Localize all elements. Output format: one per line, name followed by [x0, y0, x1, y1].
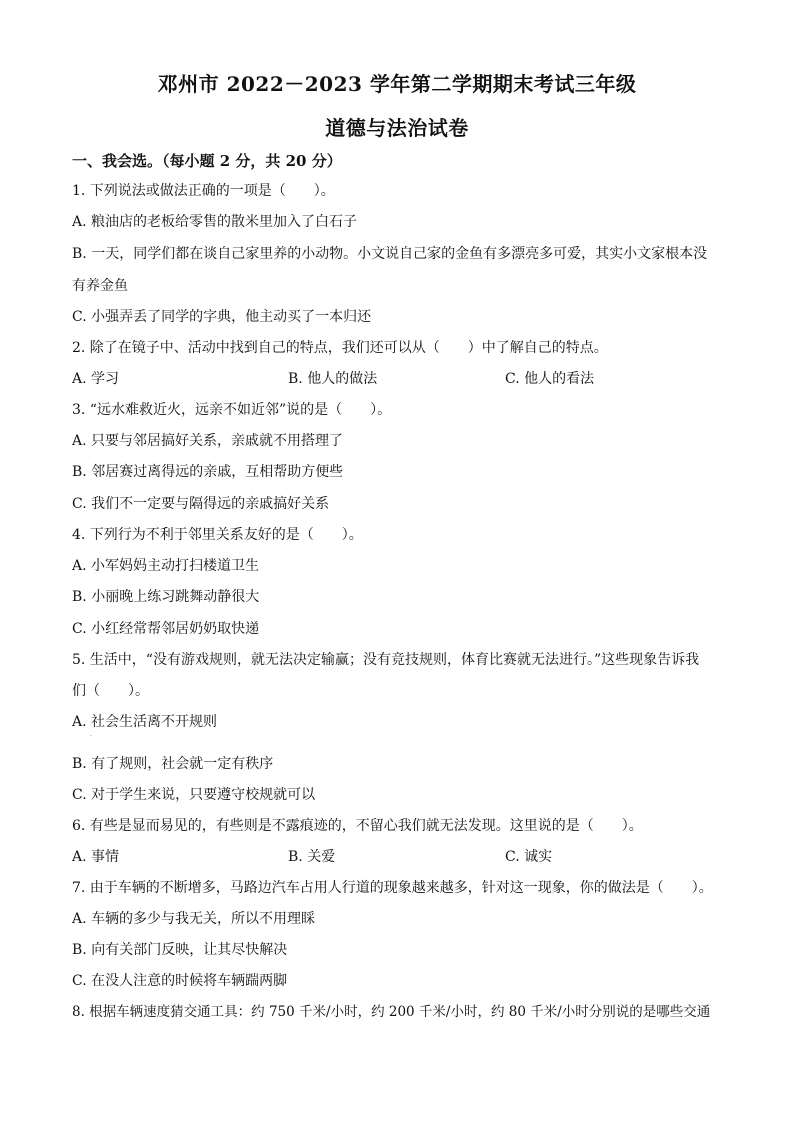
question-5-stem-cont: 们（ ）。 [72, 683, 149, 699]
question-3-stem: 3. “远水难救近火，远亲不如近邻”说的是（ ）。 [72, 402, 392, 418]
question-5-option-b: B. 有了规则，社会就一定有秩序 [72, 756, 274, 772]
question-3-option-c: C. 我们不一定要与隔得远的亲戚搞好关系 [72, 496, 330, 512]
question-4-option-b: B. 小丽晚上练习跳舞动静很大 [72, 589, 260, 605]
question-4-option-c: C. 小红经常帮邻居奶奶取快递 [72, 621, 260, 637]
question-6-option-c: C. 诚实 [505, 849, 553, 865]
question-2-option-c: C. 他人的看法 [505, 371, 595, 387]
question-2-option-b: B. 他人的做法 [288, 371, 378, 387]
question-1-option-a: A. 粮油店的老板给零售的散米里加入了白石子 [72, 214, 358, 230]
question-8-stem: 8. 根据车辆速度猜交通工具：约 750 千米/小时，约 200 千米/小时，约 80 千米/小时分别说的是哪些交通 [72, 1004, 711, 1020]
question-2-option-a: A. 学习 [72, 371, 120, 387]
question-3-option-a: A. 只要与邻居搞好关系，亲戚就不用搭理了 [72, 433, 344, 449]
question-4-stem: 4. 下列行为不利于邻里关系友好的是（ ）。 [72, 527, 363, 543]
section-heading: 一、我会选。（每小题 2 分，共 20 分） [72, 152, 342, 170]
page-title: 邓州市 2022－2023 学年第二学期期末考试三年级 [157, 72, 637, 96]
question-5-stem: 5. 生活中，“没有游戏规则，就无法决定输赢；没有竞技规则，体育比赛就无法进行。”这些现象告诉我 [72, 652, 700, 668]
question-1-option-b: B. 一天，同学们都在谈自己家里养的小动物。小文说自己家的金鱼有多漂亮多可爱，其实小文家根本没 [72, 246, 708, 262]
question-7-option-a: A. 车辆的多少与我无关，所以不用理睬 [72, 911, 316, 927]
question-6-option-a: A. 事情 [72, 849, 120, 865]
question-6-option-b: B. 关爱 [288, 849, 336, 865]
question-1-stem: 1. 下列说法或做法正确的一项是（ ）。 [72, 183, 335, 199]
question-2-stem: 2. 除了在镜子中、活动中找到自己的特点，我们还可以从（ ）中了解自己的特点。 [72, 340, 608, 356]
question-4-option-a: A. 小军妈妈主动打扫楼道卫生 [72, 558, 260, 574]
question-1-option-b-cont: 有养金鱼 [72, 278, 128, 294]
question-7-option-b: B. 向有关部门反映，让其尽快解决 [72, 942, 288, 958]
question-3-option-b: B. 邻居赛过离得远的亲戚，互相帮助方便些 [72, 464, 344, 480]
page-subtitle: 道德与法治试卷 [325, 116, 469, 140]
question-6-stem: 6. 有些是显而易见的，有些则是不露痕迹的，不留心我们就无法发现。这里说的是（ ）。 [72, 818, 643, 834]
stray-dot-mark: · [90, 733, 92, 740]
question-1-option-c: C. 小强弄丢了同学的字典，他主动买了一本归还 [72, 309, 372, 325]
question-5-option-c: C. 对于学生来说，只要遵守校规就可以 [72, 787, 316, 803]
question-5-option-a: A. 社会生活离不开规则 [72, 714, 218, 730]
question-7-stem: 7. 由于车辆的不断增多，马路边汽车占用人行道的现象越来越多，针对这一现象，你的做法是（ ）。 [72, 880, 713, 896]
question-7-option-c: C. 在没人注意的时候将车辆踹两脚 [72, 973, 288, 989]
